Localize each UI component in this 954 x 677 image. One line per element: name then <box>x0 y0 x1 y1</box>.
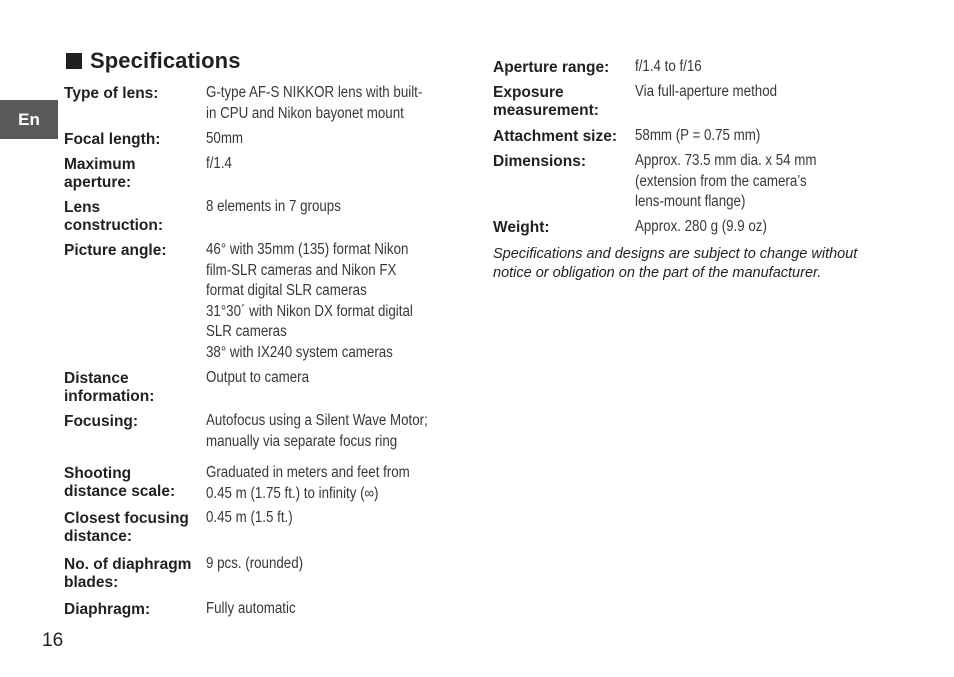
spec-label-line: aperture: <box>64 174 132 191</box>
spec-value-line: lens-mount flange) <box>635 193 746 210</box>
spec-value <box>206 240 413 363</box>
spec-label <box>493 219 550 237</box>
spec-value-line: SLR cameras <box>206 323 287 340</box>
spec-value-line: 31°30´ with Nikon DX format digital <box>206 302 413 320</box>
disclaimer-note <box>493 245 893 283</box>
spec-value <box>206 554 303 575</box>
spec-value <box>635 82 777 103</box>
spec-label <box>64 131 160 149</box>
spec-value-line: 50mm <box>206 130 244 147</box>
language-tab <box>0 100 58 139</box>
spec-label <box>64 556 191 592</box>
spec-value-line: manually via separate focus ring <box>206 432 398 450</box>
spec-value-line: 0.45 m (1.5 ft.) <box>206 509 293 526</box>
spec-label-line: blades: <box>64 574 119 591</box>
spec-value-line: 38° with IX240 system cameras <box>206 343 393 361</box>
spec-value-line: f/1.4 <box>206 155 232 172</box>
spec-label <box>493 84 599 120</box>
spec-label <box>64 242 167 260</box>
spec-label <box>493 153 586 171</box>
spec-value-line: (extension from the camera’s <box>635 172 807 190</box>
disclaimer-line: notice or obligation on the part of the manufacturer. <box>493 265 822 281</box>
spec-value <box>635 217 767 238</box>
spec-value-line: 9 pcs. (rounded) <box>206 555 304 572</box>
spec-label-line: Distance <box>64 370 129 387</box>
page-number: 16 <box>42 630 64 651</box>
spec-label-line: information: <box>64 388 155 405</box>
spec-value-line: G-type AF-S NIKKOR lens with built- <box>206 84 423 101</box>
spec-value <box>206 368 309 389</box>
spec-label-line: Type of lens: <box>64 85 159 102</box>
square-bullet-icon <box>66 53 82 69</box>
spec-label <box>493 59 609 77</box>
spec-value <box>206 463 410 504</box>
spec-value-line: 46° with 35mm (135) format Nikon <box>206 241 409 258</box>
spec-label-line: Focusing: <box>64 413 139 430</box>
language-tab-label: En <box>18 109 40 129</box>
spec-label <box>64 370 154 406</box>
spec-label-line: Exposure <box>493 84 564 101</box>
spec-label <box>64 413 138 431</box>
spec-value <box>206 83 422 124</box>
spec-label <box>64 510 189 546</box>
spec-label-line: distance: <box>64 528 133 545</box>
spec-value-line: Via full-aperture method <box>635 83 778 100</box>
spec-value-line: Autofocus using a Silent Wave Motor; <box>206 412 428 429</box>
spec-value <box>206 411 428 452</box>
disclaimer-line: Specifications and designs are subject to change without <box>493 246 858 262</box>
spec-label <box>64 199 163 235</box>
spec-value <box>206 508 293 529</box>
spec-label-line: construction: <box>64 217 164 234</box>
spec-value <box>206 129 243 150</box>
spec-label-line: Diaphragm: <box>64 601 151 618</box>
spec-label <box>493 128 617 146</box>
spec-value-line: f/1.4 to f/16 <box>635 58 702 75</box>
spec-label <box>64 465 175 501</box>
section-heading <box>66 48 241 74</box>
spec-label-line: Picture angle: <box>64 242 167 259</box>
spec-value-line: 58mm (P = 0.75 mm) <box>635 127 761 144</box>
spec-label-line: Aperture range: <box>493 59 610 76</box>
spec-label-line: Closest focusing <box>64 510 189 527</box>
spec-value <box>635 57 702 78</box>
spec-label-line: Attachment size: <box>493 128 618 145</box>
spec-label <box>64 601 150 619</box>
spec-label-line: measurement: <box>493 102 599 119</box>
spec-value-line: 0.45 m (1.75 ft.) to infinity (∞) <box>206 484 379 502</box>
spec-value-line: Fully automatic <box>206 600 296 617</box>
spec-label-line: Focal length: <box>64 131 161 148</box>
spec-label-line: Weight: <box>493 219 550 236</box>
spec-label-line: Lens <box>64 199 101 216</box>
spec-label <box>64 156 136 192</box>
spec-value <box>206 154 232 175</box>
spec-value-line: format digital SLR cameras <box>206 282 367 299</box>
section-title: Specifications <box>90 48 241 73</box>
spec-value <box>206 599 296 620</box>
spec-label-line: Maximum <box>64 156 136 173</box>
spec-value-line: film-SLR cameras and Nikon FX <box>206 261 397 279</box>
spec-label-line: No. of diaphragm <box>64 556 192 573</box>
spec-label <box>64 85 158 103</box>
spec-value-line: in CPU and Nikon bayonet mount <box>206 104 404 122</box>
spec-value-line: Approx. 280 g (9.9 oz) <box>635 218 767 235</box>
spec-value-line: Output to camera <box>206 369 309 386</box>
spec-value-line: 8 elements in 7 groups <box>206 198 341 215</box>
spec-label-line: Shooting <box>64 465 132 482</box>
spec-value <box>635 126 760 147</box>
spec-value <box>635 151 817 213</box>
spec-label-line: Dimensions: <box>493 153 587 170</box>
spec-value-line: Graduated in meters and feet from <box>206 464 410 481</box>
spec-value-line: Approx. 73.5 mm dia. x 54 mm <box>635 152 817 169</box>
spec-label-line: distance scale: <box>64 483 176 500</box>
spec-value <box>206 197 341 218</box>
